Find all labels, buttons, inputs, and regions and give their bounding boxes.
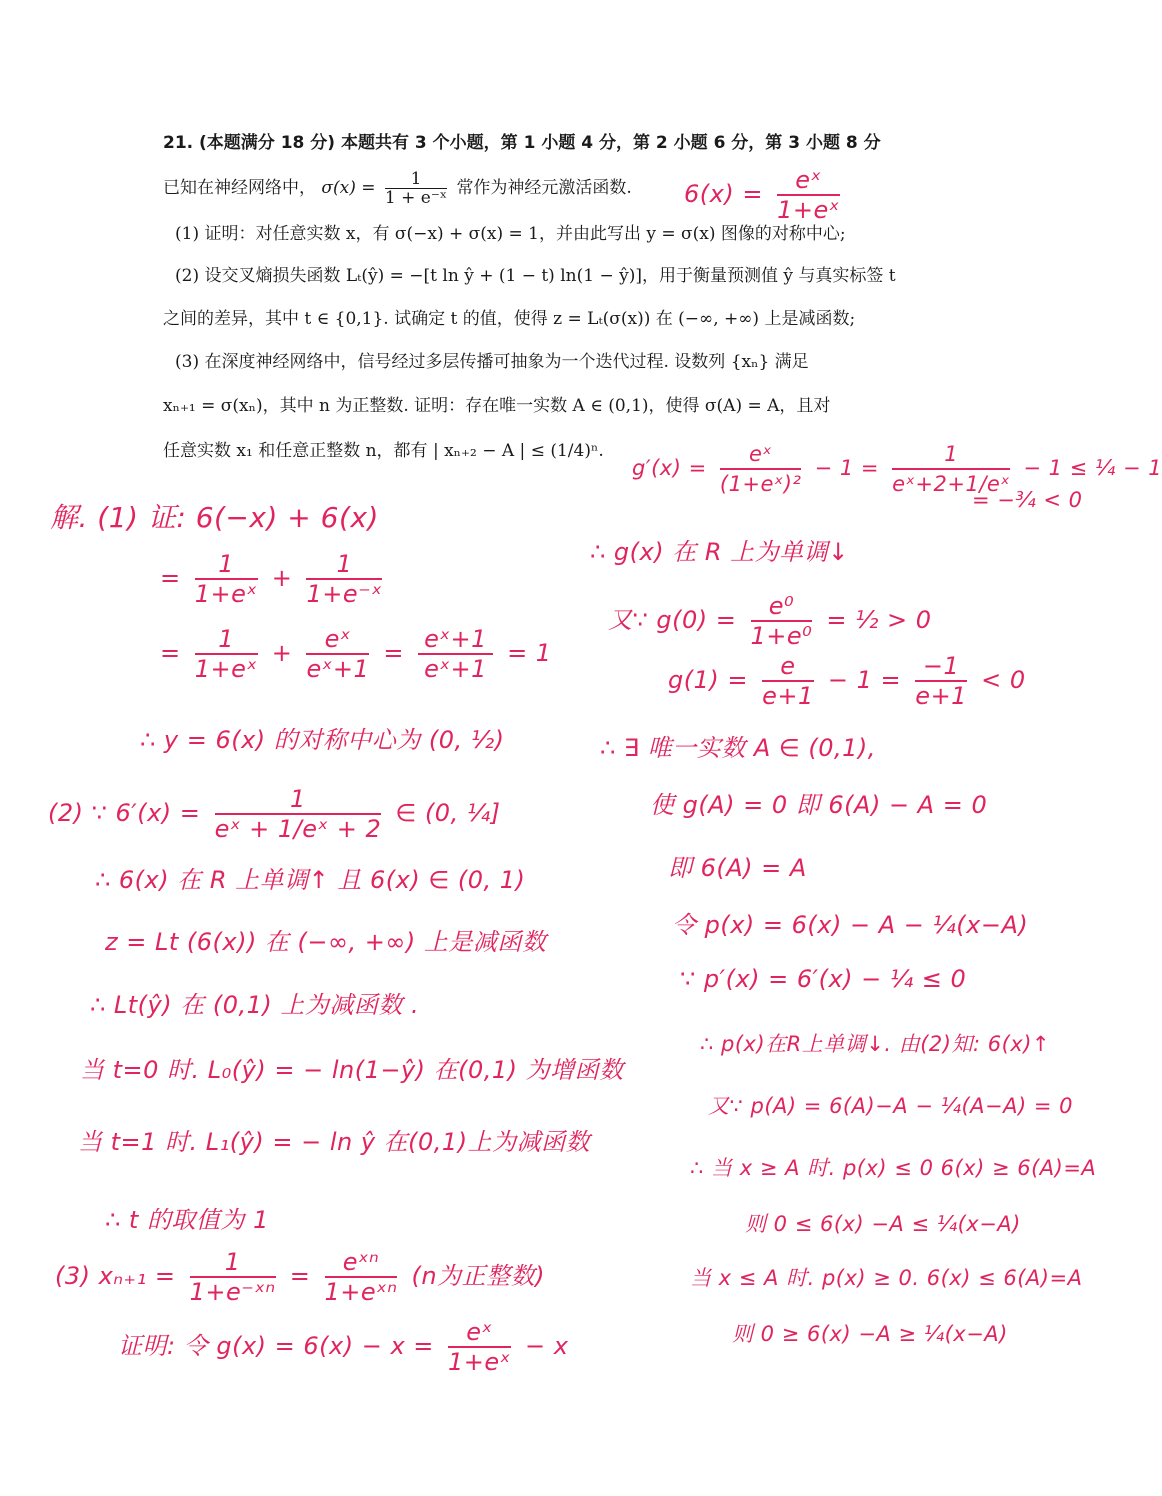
sigma-denominator: 1 + e⁻ˣ: [384, 188, 448, 208]
problem-title: 21. (本题满分 18 分) 本题共有 3 个小题，第 1 小题 4 分，第 2 小题 6 分，第 3 小题 8 分: [163, 133, 881, 153]
hw-line-03: [160, 625, 552, 683]
hw-right-16: 则 0 ≥ 6(x) −A ≥ ¼(x−A): [732, 1322, 1008, 1346]
hw-num: e: [762, 652, 814, 682]
hw-frac: [190, 1248, 276, 1306]
part-2-line-1: (2) 设交叉熵损失函数 Lₜ(ŷ) = −[t ln ŷ + (1 − t) ln(1 − ŷ)]，用于衡量预测值 ŷ 与真实标签 t: [175, 266, 896, 286]
sigma-lhs: σ(x) =: [321, 178, 376, 198]
hw-num: 1: [892, 440, 1010, 470]
hw-num: 1: [306, 550, 382, 580]
hw-line-10: 当 t=1 时. L₁(ŷ) = − ln ŷ 在(0,1)上为减函数: [78, 1128, 591, 1156]
part-2-line-2: 之间的差异，其中 t ∈ {0,1}. 试确定 t 的值，使得 z = Lₜ(σ(x)) 在 (−∞, +∞) 上是减函数;: [163, 309, 856, 329]
hw-plus: +: [271, 639, 293, 667]
hw-rhs: = ½ > 0: [826, 606, 932, 634]
hw-den: 1+e⁻ˣⁿ: [189, 1278, 276, 1306]
hw-eq: =: [383, 639, 404, 667]
hw-den: (1+eˣ)²: [719, 472, 802, 496]
hw-lhs: g(1) =: [668, 666, 748, 694]
hw-num: −1: [915, 652, 967, 682]
intro-before: 已知在神经网络中，: [163, 178, 316, 198]
sigma-fraction: [385, 170, 447, 207]
hw-plus: +: [271, 564, 293, 592]
hw-frac: [915, 652, 967, 710]
hw-mid: − 1 =: [814, 456, 879, 480]
hw-eq: =: [289, 1262, 311, 1290]
hw-rhs: − 1 ≤ ¼ − 1: [1023, 456, 1162, 480]
hw-sigma-note-num: eˣ: [777, 166, 840, 196]
hw-lhs: 证明: 令 g(x) = 6(x) − x =: [118, 1332, 434, 1360]
hw-sigma-note-frac: [777, 166, 840, 224]
hw-frac: [195, 550, 258, 608]
hw-right-09: 令 p(x) = 6(x) − A − ¼(x−A): [672, 911, 1029, 939]
hw-result: = 1: [507, 639, 552, 667]
intro-after: 常作为神经元激活函数.: [456, 178, 632, 198]
hw-frac: [418, 625, 493, 683]
hw-right-06: ∴ ∃ 唯一实数 A ∈ (0,1),: [600, 734, 876, 762]
hw-sigma-note: [684, 166, 846, 224]
hw-frac: [751, 592, 813, 650]
hw-rhs: − x: [524, 1332, 569, 1360]
hw-den: 1+eˣ: [448, 1348, 511, 1376]
hw-num: eˣ: [720, 440, 802, 470]
hw-line-09: 当 t=0 时. L₀(ŷ) = − ln(1−ŷ) 在(0,1) 为增函数: [80, 1056, 624, 1084]
hw-symmetry-center: ∴ y = 6(x) 的对称中心为 (0, ½): [140, 726, 505, 754]
part-1: (1) 证明：对任意实数 x，有 σ(−x) + σ(x) = 1，并由此写出 y = σ(x) 图像的对称中心;: [175, 224, 846, 244]
hw-num: 1: [215, 785, 382, 815]
hw-right-15: 当 x ≤ A 时. p(x) ≥ 0. 6(x) ≤ 6(A)=A: [690, 1266, 1083, 1290]
hw-right-10: ∵ p′(x) = 6′(x) − ¼ ≤ 0: [680, 965, 967, 993]
hw-rhs: < 0: [981, 666, 1026, 694]
hw-lhs: g′(x) =: [632, 456, 707, 480]
hw-sigma-note-den: 1+eˣ: [777, 196, 840, 224]
hw-frac: [448, 1318, 511, 1376]
hw-right-08: 即 6(A) = A: [668, 854, 807, 882]
hw-right-13: ∴ 当 x ≥ A 时. p(x) ≤ 0 6(x) ≥ 6(A)=A: [690, 1156, 1097, 1180]
hw-den: eˣ+1: [424, 655, 487, 683]
hw-num: eˣⁿ: [325, 1248, 398, 1278]
hw-line-07: z = Lt (6(x)) 在 (−∞, +∞) 上是减函数: [105, 928, 547, 956]
hw-num: 1: [190, 1248, 276, 1278]
hw-line-12: [55, 1248, 545, 1306]
hw-solution-part1-start: 解. (1) 证: 6(−x) + 6(x): [50, 501, 379, 534]
part-3-line-3: 任意实数 x₁ 和任意正整数 n，都有 | xₙ₊₂ − A | ≤ (1/4)ⁿ.: [163, 441, 604, 461]
hw-frac: [325, 1248, 398, 1306]
hw-right-07: 使 g(A) = 0 即 6(A) − A = 0: [650, 791, 988, 819]
hw-frac: [306, 550, 382, 608]
hw-right-14: 则 0 ≤ 6(x) −A ≤ ¼(x−A): [745, 1212, 1021, 1236]
hw-rhs: (n为正整数): [411, 1262, 545, 1290]
hw-lhs: (2) ∵ 6′(x) =: [48, 799, 201, 827]
hw-frac: [195, 625, 258, 683]
hw-den: 1+eˣ: [194, 655, 258, 683]
hw-line-02: [160, 550, 388, 608]
hw-right-12: 又∵ p(A) = 6(A)−A − ¼(A−A) = 0: [708, 1094, 1073, 1118]
hw-den: e+1: [762, 682, 814, 710]
hw-num: eˣ+1: [418, 625, 493, 655]
hw-right-04: [608, 592, 932, 650]
hw-num: eˣ: [448, 1318, 511, 1348]
hw-lhs: 又∵ g(0) =: [608, 606, 737, 634]
hw-frac: [762, 652, 814, 710]
part-3-line-2: xₙ₊₁ = σ(xₙ)，其中 n 为正整数. 证明：存在唯一实数 A ∈ (0,1)，使得 σ(A) = A，且对: [163, 396, 831, 416]
problem-intro: [163, 170, 632, 207]
hw-den: 1+eˣⁿ: [324, 1278, 398, 1306]
hw-right-02: = −¾ < 0: [972, 488, 1083, 512]
hw-num: 1: [195, 625, 258, 655]
hw-right-11: ∴ p(x)在R上单调↓. 由(2)知: 6(x)↑: [700, 1032, 1050, 1056]
hw-eq: =: [160, 639, 181, 667]
hw-line-06: ∴ 6(x) 在 R 上单调↑ 且 6(x) ∈ (0, 1): [95, 866, 526, 894]
hw-right-03: ∴ g(x) 在 R 上为单调↓: [590, 538, 849, 566]
hw-lhs: (3) xₙ₊₁ =: [55, 1262, 176, 1290]
hw-right-05: [668, 652, 1026, 710]
hw-line-05: [48, 785, 500, 843]
hw-line-08: ∴ Lt(ŷ) 在 (0,1) 上为减函数 .: [90, 991, 420, 1019]
hw-den: e+1: [915, 682, 967, 710]
problem-statement: [0, 0, 1080, 480]
part-3-line-1: (3) 在深度神经网络中，信号经过多层传播可抽象为一个迭代过程. 设数列 {xₙ} 满足: [175, 352, 809, 372]
hw-line-13: [118, 1318, 568, 1376]
hw-eq: =: [160, 564, 181, 592]
hw-num: e⁰: [751, 592, 813, 622]
hw-frac: [720, 440, 802, 498]
hw-line-11: ∴ t 的取值为 1: [105, 1206, 269, 1234]
sigma-numerator: 1: [385, 170, 447, 189]
hw-den: 1+e⁰: [750, 622, 813, 650]
hw-sigma-note-lhs: 6(x) =: [684, 180, 763, 208]
hw-rhs: ∈ (0, ¼]: [395, 799, 501, 827]
hw-frac: [215, 785, 382, 843]
hw-num: eˣ: [306, 625, 369, 655]
hw-den: eˣ+2+1/eˣ: [892, 472, 1011, 496]
hw-frac: [306, 625, 369, 683]
hw-num: 1: [195, 550, 258, 580]
hw-den: 1+e⁻ˣ: [306, 580, 383, 608]
hw-mid: − 1 =: [827, 666, 902, 694]
hw-den: 1+eˣ: [194, 580, 258, 608]
hw-den: eˣ + 1/eˣ + 2: [214, 815, 382, 843]
hw-den: eˣ+1: [306, 655, 370, 683]
